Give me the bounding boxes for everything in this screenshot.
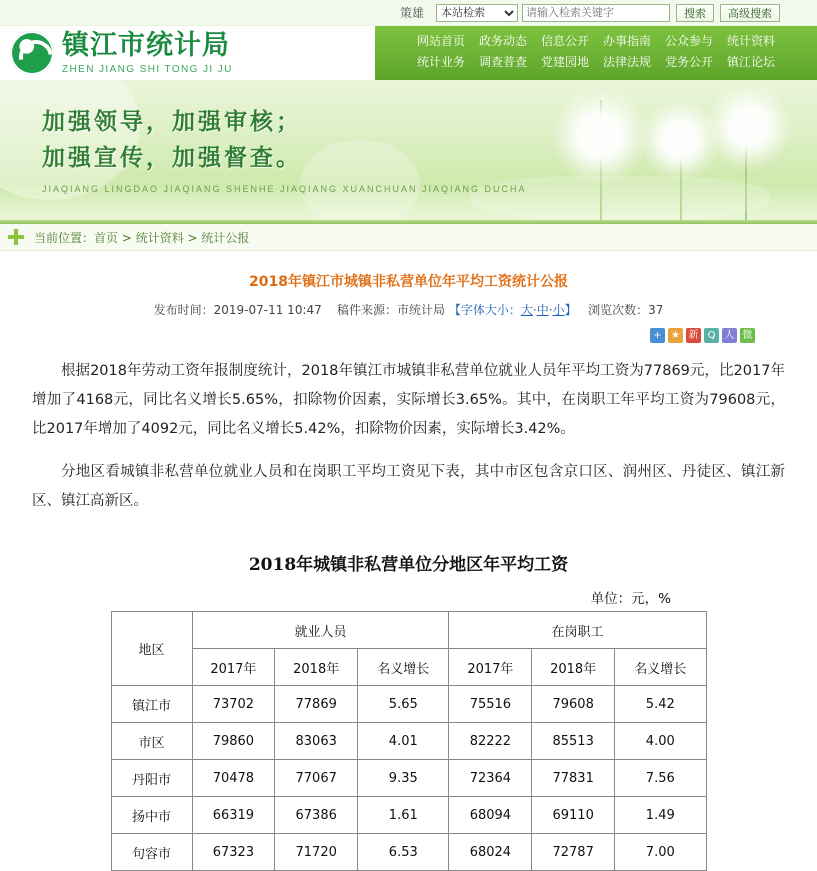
article-meta <box>28 301 789 322</box>
cell-job-growth: 1.49 <box>615 797 706 834</box>
share-sina-icon[interactable]: 新 <box>686 328 701 343</box>
column-group-on-post-workers: 在岗职工 <box>449 612 706 649</box>
logo-text <box>62 31 233 75</box>
nav-item-party-affairs[interactable]: 党务公开 <box>665 55 714 69</box>
table-row <box>111 760 706 797</box>
banner-dandelion-puff <box>706 84 792 170</box>
site-logo[interactable] <box>0 26 375 80</box>
nav-item-participation[interactable]: 公众参与 <box>665 34 714 48</box>
cell-emp-2017: 70478 <box>192 760 275 797</box>
cell-region: 镇江市 <box>111 686 192 723</box>
search-input[interactable] <box>522 4 670 22</box>
column-header-job-2018: 2018年 <box>532 649 615 686</box>
advanced-search-button[interactable]: 高级搜索 <box>720 4 780 22</box>
cell-job-growth: 5.42 <box>615 686 706 723</box>
cell-region: 市区 <box>111 723 192 760</box>
cell-job-growth: 4.00 <box>615 723 706 760</box>
column-header-emp-2018: 2018年 <box>275 649 358 686</box>
main-nav <box>375 26 817 80</box>
nav-item-statistics-data[interactable]: 统计资料 <box>727 34 776 48</box>
font-size-medium-button[interactable]: 中 <box>536 303 549 317</box>
cell-emp-2018: 77869 <box>275 686 358 723</box>
cell-job-2018: 72787 <box>532 834 615 871</box>
share-renren-icon[interactable]: 人 <box>722 328 737 343</box>
table-row <box>111 723 706 760</box>
wage-by-region-table <box>111 611 707 871</box>
page-title: 2018年镇江市城镇非私营单位年平均工资统计公报 <box>249 274 568 290</box>
article-paragraph: 分地区看城镇非私营单位就业人员和在岗职工平均工资见下表，其中市区包含京口区、润州区、丹徒区、镇江新区、镇江高新区。 <box>32 464 785 509</box>
cell-emp-growth: 6.53 <box>358 834 449 871</box>
nav-item-survey-census[interactable]: 调查普查 <box>478 55 527 69</box>
column-header-job-2017: 2017年 <box>449 649 532 686</box>
views-value: 37 <box>648 303 664 317</box>
cell-emp-2018: 83063 <box>275 723 358 760</box>
nav-item-party-building[interactable]: 党建园地 <box>540 55 589 69</box>
hero-banner <box>0 80 817 220</box>
search-button[interactable]: 搜索 <box>676 4 714 22</box>
share-wechat-icon[interactable]: 微 <box>740 328 755 343</box>
nav-item-forum[interactable]: 镇江论坛 <box>727 55 776 69</box>
font-size-large-button[interactable]: 大 <box>520 303 533 317</box>
breadcrumb <box>34 229 249 246</box>
utility-bar <box>0 0 817 26</box>
banner-dandelion-puff <box>552 88 648 184</box>
column-group-employees: 就业人员 <box>192 612 449 649</box>
share-bar <box>28 322 789 343</box>
table-header-row-sub <box>111 649 706 686</box>
publish-time-value: 2019-07-11 10:47 <box>213 303 322 317</box>
logo-title: 镇江市统计局 <box>62 30 230 62</box>
source-value: 市统计局 <box>397 303 446 317</box>
search-scope-select[interactable] <box>436 4 518 22</box>
cell-job-growth: 7.00 <box>615 834 706 871</box>
font-size-close: 】 <box>564 303 577 317</box>
breadcrumb-prefix: 当前位置： <box>34 230 95 245</box>
site-header <box>0 26 817 80</box>
share-favorite-icon[interactable]: ★ <box>668 328 683 343</box>
cell-region: 句容市 <box>111 834 192 871</box>
cell-job-2018: 77831 <box>532 760 615 797</box>
cell-region: 扬中市 <box>111 797 192 834</box>
table-header-row-groups <box>111 612 706 649</box>
breadcrumb-item-statistics-data[interactable]: 统计资料 <box>135 230 184 245</box>
breadcrumb-separator: > <box>118 230 136 245</box>
logo-pinyin: ZHEN JIANG SHI TONG JI JU <box>62 63 233 75</box>
breadcrumb-bar <box>0 224 817 251</box>
banner-slogan-line1: 加强领导，加强审核； <box>42 109 302 135</box>
nav-item-disclosure[interactable]: 信息公开 <box>540 34 589 48</box>
nav-item-home[interactable]: 网站首页 <box>416 34 465 48</box>
cell-job-2017: 82222 <box>449 723 532 760</box>
cell-emp-2018: 77067 <box>275 760 358 797</box>
table-row <box>111 834 706 871</box>
table-unit-note: 单位：元，% <box>590 591 671 607</box>
breadcrumb-item-home[interactable]: 首页 <box>94 230 119 245</box>
column-header-emp-2017: 2017年 <box>192 649 275 686</box>
cell-emp-2017: 73702 <box>192 686 275 723</box>
column-header-emp-growth: 名义增长 <box>358 649 449 686</box>
font-size-label: 【字体大小： <box>448 303 521 317</box>
cell-job-growth: 7.56 <box>615 760 706 797</box>
table-row <box>111 686 706 723</box>
font-size-sep: · <box>548 303 553 317</box>
breadcrumb-marker-icon <box>8 229 24 245</box>
table-title: 2018年城镇非私营单位分地区年平均工资 <box>248 555 569 575</box>
share-qzone-icon[interactable]: Q <box>704 328 719 343</box>
cell-emp-growth: 1.61 <box>358 797 449 834</box>
cell-emp-growth: 9.35 <box>358 760 449 797</box>
nav-item-guide[interactable]: 办事指南 <box>603 34 652 48</box>
font-size-small-button[interactable]: 小 <box>552 303 565 317</box>
article-body <box>0 251 817 871</box>
cell-emp-2017: 66319 <box>192 797 275 834</box>
source-label: 稿件来源： <box>337 303 398 317</box>
column-header-job-growth: 名义增长 <box>615 649 706 686</box>
breadcrumb-separator: > <box>183 230 202 245</box>
logo-emblem-icon <box>10 31 54 75</box>
nav-row-secondary <box>375 52 817 73</box>
cell-job-2017: 68094 <box>449 797 532 834</box>
cell-region: 丹阳市 <box>111 760 192 797</box>
nav-item-statistics-work[interactable]: 统计业务 <box>416 55 465 69</box>
cell-emp-2018: 71720 <box>275 834 358 871</box>
banner-slogan <box>42 104 527 194</box>
share-plus-icon[interactable]: + <box>650 328 665 343</box>
font-size-sep: · <box>532 303 537 317</box>
cell-emp-2017: 79860 <box>192 723 275 760</box>
nav-row-primary <box>375 31 817 52</box>
table-head <box>111 612 706 686</box>
cell-emp-growth: 5.65 <box>358 686 449 723</box>
cell-job-2018: 79608 <box>532 686 615 723</box>
cell-emp-2018: 67386 <box>275 797 358 834</box>
nav-item-laws[interactable]: 法律法规 <box>603 55 652 69</box>
nav-item-news[interactable]: 政务动态 <box>478 34 527 48</box>
cell-emp-2017: 67323 <box>192 834 275 871</box>
article-paragraph: 根据2018年劳动工资年报制度统计，2018年镇江市城镇非私营单位就业人员年平均工资为77869元，比2017年增加了4168元，同比名义增长5.65%，扣除物价因素，实际增长3.65%。其中，在岗职工年平均工资为79608元，比2017年增加了4092元，同比名义增长5.42%，扣除物价因素，实际增长3.42%。 <box>32 363 785 437</box>
cell-emp-growth: 4.01 <box>358 723 449 760</box>
banner-slogan-line2: 加强宣传，加强督查。 <box>42 145 302 171</box>
cell-job-2018: 69110 <box>532 797 615 834</box>
table-row <box>111 797 706 834</box>
welcome-text: 策雄 <box>400 6 425 20</box>
table-body <box>111 686 706 871</box>
breadcrumb-item-bulletin[interactable]: 统计公报 <box>201 230 250 245</box>
publish-time-label: 发布时间： <box>153 303 214 317</box>
cell-job-2017: 72364 <box>449 760 532 797</box>
cell-job-2018: 85513 <box>532 723 615 760</box>
cell-job-2017: 75516 <box>449 686 532 723</box>
cell-job-2017: 68024 <box>449 834 532 871</box>
column-header-region: 地区 <box>111 612 192 686</box>
views-label: 浏览次数： <box>588 303 649 317</box>
banner-slogan-pinyin: JIAQIANG LINGDAO JIAQIANG SHENHE JIAQIANG XUANCHUAN JIAQIANG DUCHA <box>42 184 527 194</box>
